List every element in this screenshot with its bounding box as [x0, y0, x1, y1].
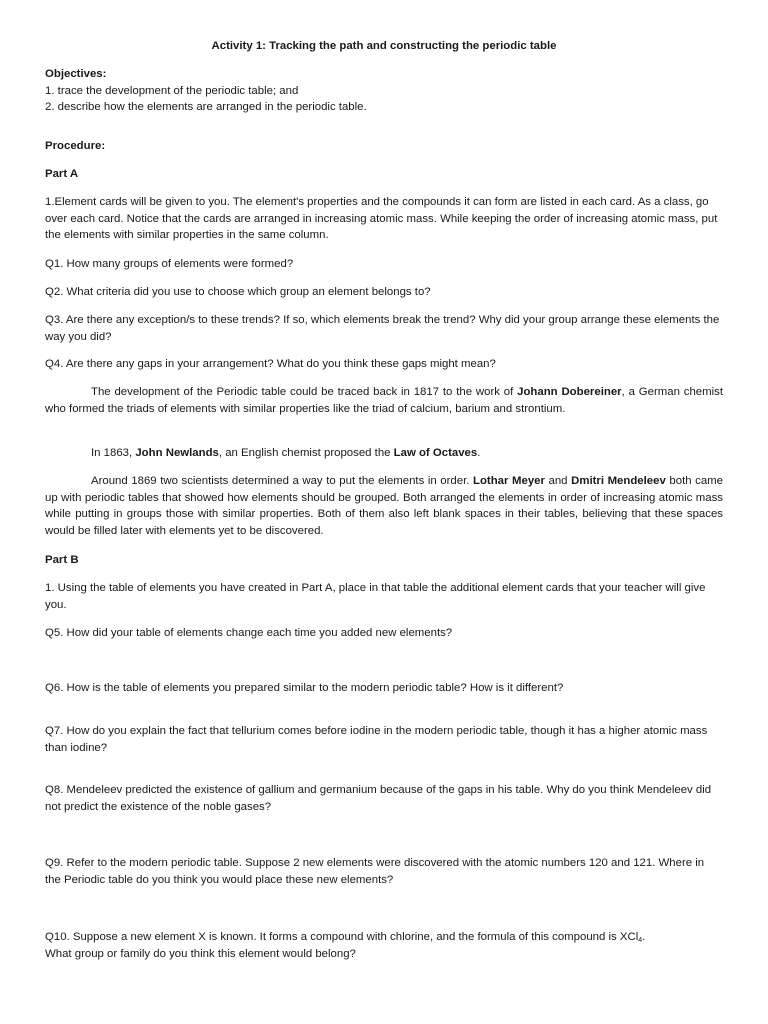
- history-paragraph-dobereiner: The development of the Periodic table could be traced back in 1817 to the work of Johann Dobereiner, a German chemist who formed the triads of elements with similar properties like the triad of calcium, barium and strontium.: [45, 386, 723, 415]
- page-title: Activity 1: Tracking the path and constructing the periodic table: [211, 40, 557, 52]
- question-q6: Q6. How is the table of elements you prepared similar to the modern periodic table? How is it different?: [45, 682, 564, 694]
- objectives-heading: Objectives:: [45, 68, 107, 80]
- history-paragraph-meyer-mendeleev: Around 1869 two scientists determined a way to put the elements in order. Lothar Meyer and Dmitri Mendeleev both came up with periodic tables that showed how elements should be grouped. Both arranged the elements in order of increasing atomic mass while putting in groups those with similar properties. Both of them also left blank spaces in their tables, believing that these spaces would be filled later with elements yet to be discovered.: [45, 475, 723, 537]
- objective-item: 2. describe how the elements are arranged in the periodic table.: [45, 101, 367, 113]
- name-meyer: Lothar Meyer: [473, 475, 545, 487]
- objectives-section: [45, 66, 723, 116]
- question-q10: Q10. Suppose a new element X is known. It forms a compound with chlorine, and the formula of this compound is XCl$_4$. What group or family do you think this element would belong?: [45, 931, 646, 960]
- question-q5: Q5. How did your table of elements change each time you added new elements?: [45, 627, 453, 639]
- part-b-heading: Part B: [45, 554, 79, 566]
- part-a-heading: Part A: [45, 168, 79, 180]
- question-q9: Q9. Refer to the modern periodic table. Suppose 2 new elements were discovered with the atomic numbers 120 and 121. Where in the Periodic table do you think you would place these new elements?: [45, 857, 705, 886]
- name-dobereiner: Johann Dobereiner: [517, 386, 622, 398]
- question-q3: Q3. Are there any exception/s to these trends? If so, which elements break the trend? Why did your group arrange these elements the way you did?: [45, 314, 720, 343]
- objective-item: 1. trace the development of the periodic table; and: [45, 84, 299, 97]
- question-q8: Q8. Mendeleev predicted the existence of gallium and germanium because of the gaps in his table. Why do you think Mendeleev did not predict the existence of the noble gases?: [45, 784, 712, 813]
- part-b-step-1: 1. Using the table of elements you have created in Part A, place in that table the additional element cards that your teacher will give you.: [45, 582, 706, 611]
- procedure-heading: Procedure:: [45, 140, 106, 152]
- name-newlands: John Newlands: [135, 447, 219, 459]
- law-of-octaves: Law of Octaves: [393, 447, 478, 459]
- part-a-step-1: 1.Element cards will be given to you. The element's properties and the compounds it can form are listed in each card. As a class, go over each card. Notice that the cards are arranged in increasing atomic mass. While keeping the order of increasing atomic mass, put the elements with similar properties in the same column.: [45, 196, 718, 241]
- question-q1: Q1. How many groups of elements were formed?: [45, 258, 294, 270]
- question-q7: Q7. How do you explain the fact that tellurium comes before iodine in the modern periodic table, though it has a higher atomic mass than iodine?: [45, 725, 708, 754]
- name-mendeleev: Dmitri Mendeleev: [571, 475, 666, 487]
- question-q2: Q2. What criteria did you use to choose which group an element belongs to?: [45, 286, 431, 298]
- question-q4: Q4. Are there any gaps in your arrangement? What do you think these gaps might mean?: [45, 358, 496, 370]
- history-paragraph-newlands: In 1863, John Newlands, an English chemist proposed the Law of Octaves.: [91, 447, 481, 459]
- subscript-4: 4: [638, 937, 643, 944]
